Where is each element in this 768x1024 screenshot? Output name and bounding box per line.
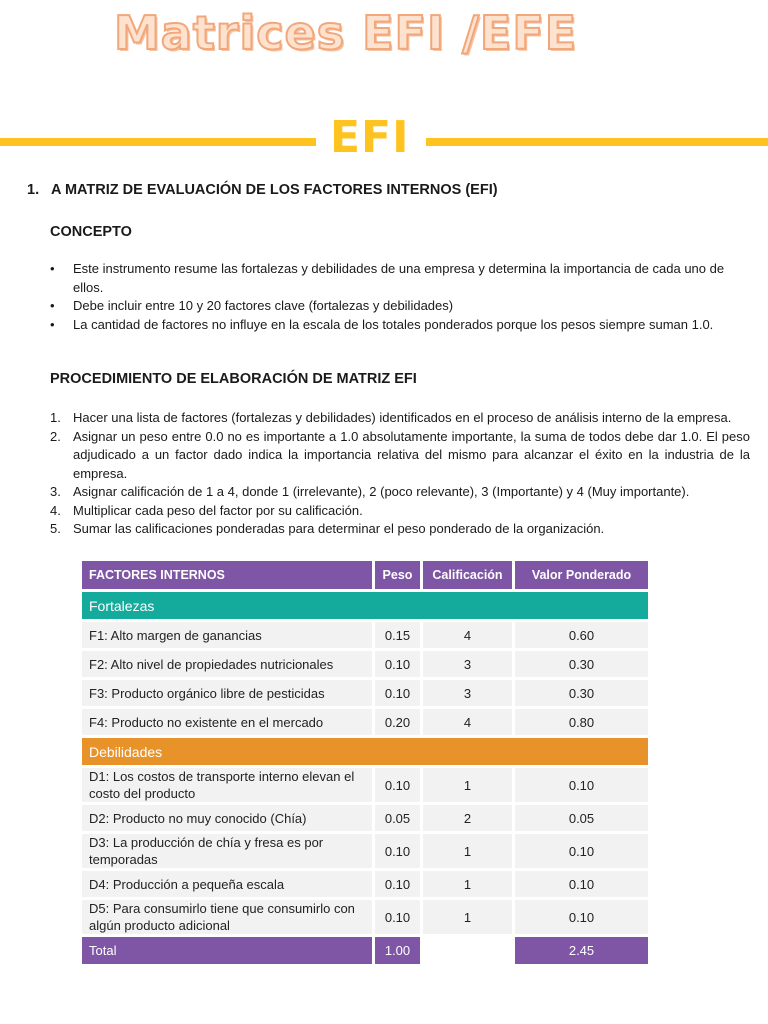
concepto-bullet-list: [50, 260, 750, 334]
factor-cell: F3: Producto orgánico libre de pesticidas: [82, 680, 375, 706]
section-heading-text: A MATRIZ DE EVALUACIÓN DE LOS FACTORES INTERNOS (EFI): [51, 182, 498, 198]
factor-cell: D2: Producto no muy conocido (Chía): [82, 805, 375, 831]
step-text: Hacer una lista de factores (fortalezas y debilidades) identificados en el proceso de análisis interno de la empresa.: [73, 410, 732, 425]
peso-cell: 0.10: [375, 900, 423, 934]
step-number: 4.: [50, 502, 61, 518]
document-title: Matrices EFI /EFE: [114, 6, 578, 60]
peso-cell: 0.10: [375, 834, 423, 868]
calificacion-cell: 2: [423, 805, 515, 831]
list-item: • Este instrumento resume las fortalezas y debilidades de una empresa y determina la importancia de cada uno de ellos.: [50, 260, 750, 297]
header-calificacion: Calificación: [423, 561, 515, 589]
calificacion-cell: 3: [423, 651, 515, 677]
calificacion-cell: 1: [423, 900, 515, 934]
list-item: [50, 520, 750, 539]
factor-cell: F2: Alto nivel de propiedades nutricionales: [82, 651, 375, 677]
table-row: [82, 834, 648, 868]
procedimiento-step-list: [50, 409, 750, 539]
table-header-row: [82, 561, 648, 589]
valor-cell: 0.10: [515, 871, 648, 897]
calificacion-cell: 1: [423, 871, 515, 897]
valor-cell: 0.30: [515, 651, 648, 677]
factor-cell: D4: Producción a pequeña escala: [82, 871, 375, 897]
factor-cell: D5: Para consumirlo tiene que consumirlo con algún producto adicional: [82, 900, 375, 934]
peso-cell: 0.10: [375, 768, 423, 802]
table-row: [82, 651, 648, 677]
valor-cell: 0.10: [515, 900, 648, 934]
peso-cell: 0.20: [375, 709, 423, 735]
step-number: 5.: [50, 521, 61, 536]
section-number: 1.: [27, 182, 40, 198]
list-item: • La cantidad de factores no influye en la escala de los totales ponderados porque los pesos siempre suman 1.0.: [50, 316, 750, 335]
calificacion-cell: 1: [423, 834, 515, 868]
step-text: Multiplicar cada peso del factor por su calificación.: [73, 502, 363, 518]
header-valor-ponderado: Valor Ponderado: [515, 561, 648, 589]
list-item: [50, 502, 750, 521]
calificacion-cell: 3: [423, 680, 515, 706]
total-valor: 2.45: [515, 937, 648, 964]
valor-cell: 0.05: [515, 805, 648, 831]
peso-cell: 0.10: [375, 871, 423, 897]
debilidades-section-row: [82, 738, 648, 765]
table-row: [82, 709, 648, 735]
step-number: 2.: [50, 428, 61, 444]
valor-cell: 0.10: [515, 834, 648, 868]
list-item: [50, 409, 750, 428]
total-peso: 1.00: [375, 937, 423, 964]
debilidades-label: Debilidades: [82, 738, 648, 765]
banner-label: EFI: [330, 112, 410, 163]
calificacion-cell: 1: [423, 768, 515, 802]
list-item: • Debe incluir entre 10 y 20 factores clave (fortalezas y debilidades): [50, 297, 750, 316]
fortalezas-section-row: [82, 592, 648, 619]
header-peso: Peso: [375, 561, 423, 589]
factor-cell: D3: La producción de chía y fresa es por temporadas: [82, 834, 375, 868]
step-number: 3.: [50, 484, 61, 499]
valor-cell: 0.30: [515, 680, 648, 706]
total-row: [82, 937, 648, 964]
banner-rule-left: [0, 138, 316, 146]
step-text: Asignar un peso entre 0.0 no es importante a 1.0 absolutamente importante, la suma de todos debe dar 1.0. El peso adjudicado a un factor dado indica la importancia relativa del mismo para alcanzar el éxito en la industria de la empresa.: [73, 428, 750, 481]
total-label: Total: [82, 937, 375, 964]
efi-matrix-table: [82, 558, 648, 967]
table-row: [82, 805, 648, 831]
valor-cell: 0.60: [515, 622, 648, 648]
table-row: [82, 680, 648, 706]
table-row: [82, 871, 648, 897]
header-factores: FACTORES INTERNOS: [82, 561, 375, 589]
list-item: [50, 428, 750, 484]
valor-cell: 0.10: [515, 768, 648, 802]
valor-cell: 0.80: [515, 709, 648, 735]
peso-cell: 0.10: [375, 680, 423, 706]
factor-cell: F4: Producto no existente en el mercado: [82, 709, 375, 735]
table-row: [82, 622, 648, 648]
calificacion-cell: 4: [423, 709, 515, 735]
table-row: [82, 900, 648, 934]
procedimiento-heading: PROCEDIMIENTO DE ELABORACIÓN DE MATRIZ EFI: [50, 371, 417, 387]
banner-rule-right: [426, 138, 768, 146]
list-item: [50, 483, 750, 502]
total-calificacion-empty: [423, 937, 515, 964]
step-number: 1.: [50, 410, 61, 425]
fortalezas-label: Fortalezas: [82, 592, 648, 619]
concepto-heading: CONCEPTO: [50, 224, 132, 240]
factor-cell: D1: Los costos de transporte interno elevan el costo del producto: [82, 768, 375, 802]
peso-cell: 0.15: [375, 622, 423, 648]
peso-cell: 0.05: [375, 805, 423, 831]
step-text: Sumar las calificaciones ponderadas para determinar el peso ponderado de la organización.: [73, 521, 605, 536]
factor-cell: F1: Alto margen de ganancias: [82, 622, 375, 648]
section-heading: [27, 182, 498, 198]
step-text: Asignar calificación de 1 a 4, donde 1 (irrelevante), 2 (poco relevante), 3 (Importante) y 4 (Muy importante).: [73, 484, 690, 499]
table-row: [82, 768, 648, 802]
calificacion-cell: 4: [423, 622, 515, 648]
peso-cell: 0.10: [375, 651, 423, 677]
